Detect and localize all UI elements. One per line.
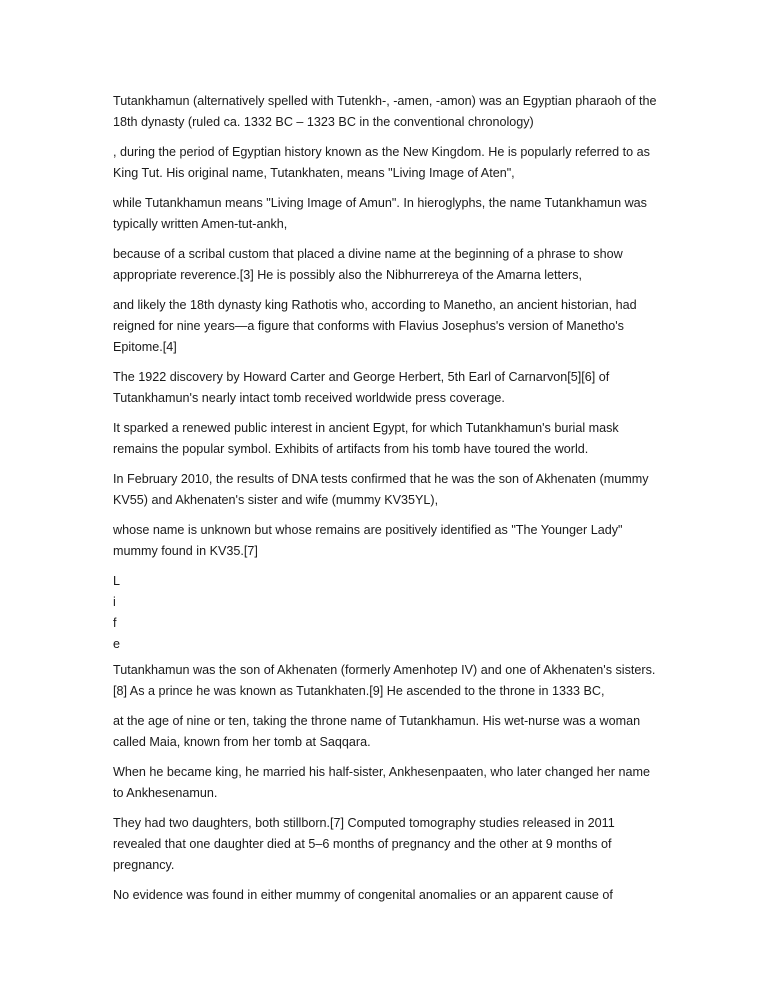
paragraph: whose name is unknown but whose remains are positively identified as "The Younger Lady" mummy found in KV35.[7]	[113, 523, 623, 558]
paragraph: while Tutankhamun means "Living Image of Amun". In hieroglyphs, the name Tutankhamun was typically written Amen-tut-ankh,	[113, 196, 647, 231]
heading-letter: L	[113, 574, 121, 588]
section-heading-life	[113, 571, 661, 655]
paragraph: Tutankhamun (alternatively spelled with Tutenkh-, -amen, -amon) was an Egyptian pharaoh of the 18th dynasty (ruled ca. 1332 BC – 1323 BC in the conventional chronology)	[113, 94, 657, 129]
paragraph: They had two daughters, both stillborn.[7] Computed tomography studies released in 2011 revealed that one daughter died at 5–6 months of pregnancy and the other at 9 months of pregnancy.	[113, 816, 615, 872]
heading-letter: i	[113, 595, 116, 609]
heading-letter: e	[113, 637, 121, 651]
heading-letter: f	[113, 616, 117, 630]
paragraph: because of a scribal custom that placed a divine name at the beginning of a phrase to show appropriate reverence.[3] He is possibly also the Nibhurrereya of the Amarna letters,	[113, 247, 623, 282]
paragraph: at the age of nine or ten, taking the throne name of Tutankhamun. His wet-nurse was a woman called Maia, known from her tomb at Saqqara.	[113, 714, 641, 749]
document-page	[113, 91, 661, 915]
paragraph: When he became king, he married his half-sister, Ankhesenpaaten, who later changed her name to Ankhesenamun.	[113, 765, 650, 800]
paragraph: The 1922 discovery by Howard Carter and George Herbert, 5th Earl of Carnarvon[5][6] of Tutankhamun's nearly intact tomb received worldwide press coverage.	[113, 370, 610, 405]
paragraph: , during the period of Egyptian history known as the New Kingdom. He is popularly referred to as King Tut. His original name, Tutankhaten, means "Living Image of Aten",	[113, 145, 650, 180]
paragraph: No evidence was found in either mummy of congenital anomalies or an apparent cause of	[113, 888, 613, 902]
paragraph: Tutankhamun was the son of Akhenaten (formerly Amenhotep IV) and one of Akhenaten's sisters.[8] As a prince he was known as Tutankhaten.[9] He ascended to the throne in 1333 BC,	[113, 663, 656, 698]
paragraph: It sparked a renewed public interest in ancient Egypt, for which Tutankhamun's burial mask remains the popular symbol. Exhibits of artifacts from his tomb have toured the world.	[113, 421, 619, 456]
paragraph: and likely the 18th dynasty king Rathotis who, according to Manetho, an ancient historian, had reigned for nine years—a figure that conforms with Flavius Josephus's version of Manetho's Epitome.[4]	[113, 298, 637, 354]
paragraph: In February 2010, the results of DNA tests confirmed that he was the son of Akhenaten (mummy KV55) and Akhenaten's sister and wife (mummy KV35YL),	[113, 472, 649, 507]
